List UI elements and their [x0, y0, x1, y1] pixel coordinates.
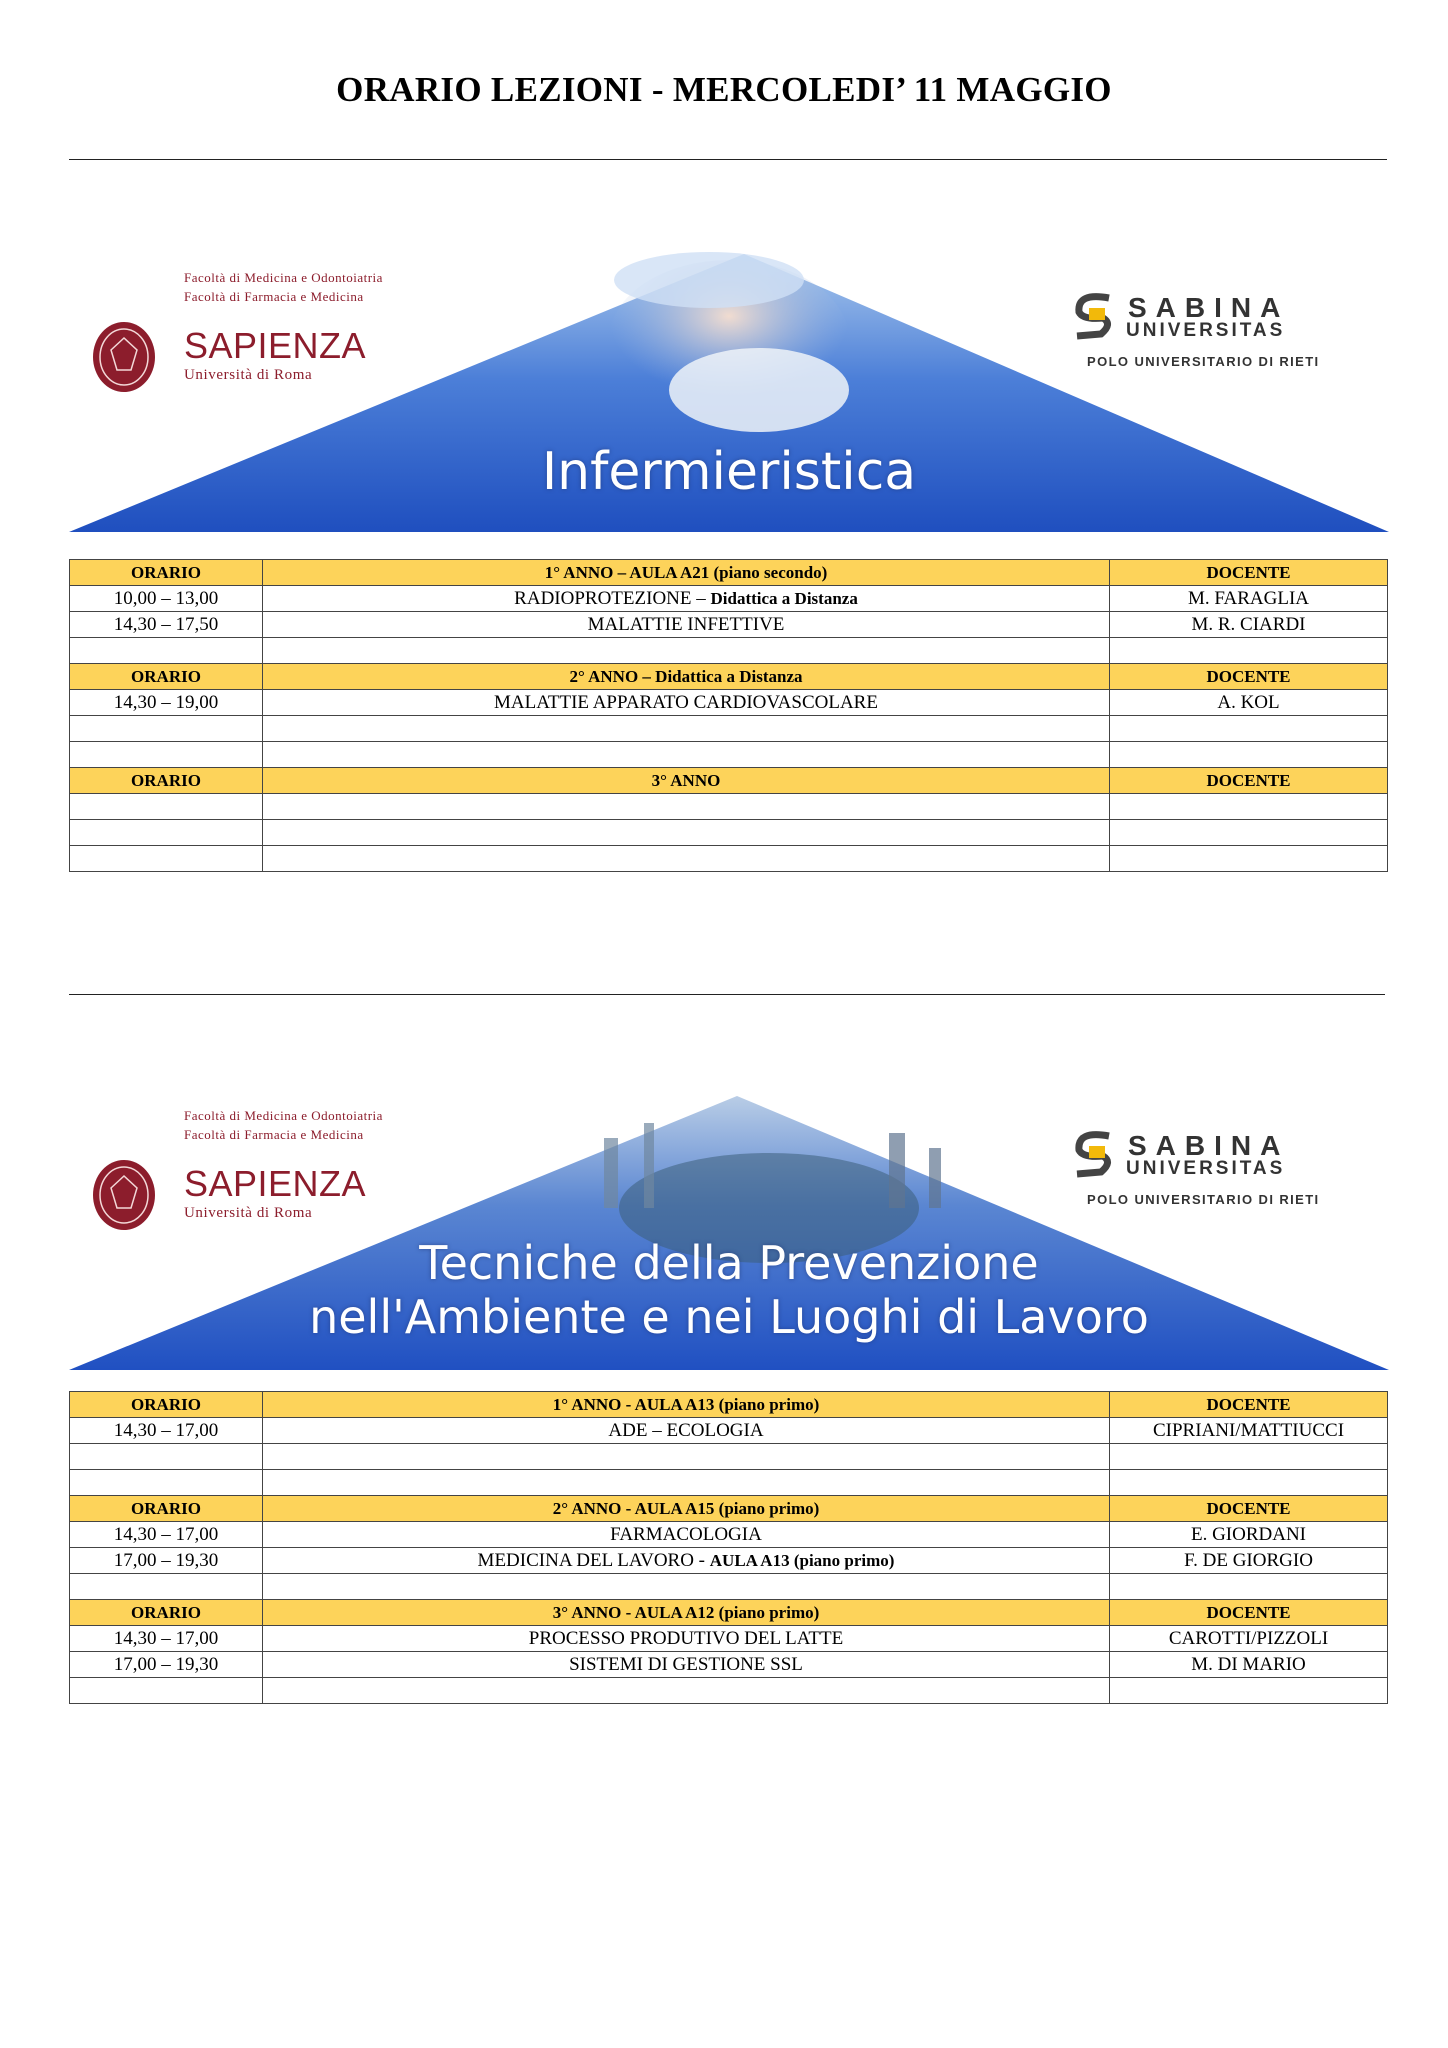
- course-title: [489, 442, 969, 502]
- col-subject-header: 3° ANNO: [263, 768, 1110, 794]
- col-teacher-header: DOCENTE: [1110, 664, 1388, 690]
- table-row: [70, 1678, 1388, 1704]
- section-header: [70, 560, 1388, 586]
- subject-cell: PROCESSO PRODUTIVO DEL LATTE: [263, 1626, 1110, 1652]
- partner-name: SABINA: [1128, 1130, 1290, 1161]
- teacher-cell: [1110, 820, 1388, 846]
- time-cell: 10,00 – 13,00: [70, 586, 263, 612]
- subject-cell: [263, 742, 1110, 768]
- university-name: SAPIENZA: [184, 1163, 367, 1204]
- divider: [69, 994, 1385, 995]
- subject-cell: [263, 1678, 1110, 1704]
- sabina-logo-icon: [1073, 290, 1113, 340]
- teacher-cell: M. FARAGLIA: [1110, 586, 1388, 612]
- time-cell: 14,30 – 17,00: [70, 1522, 263, 1548]
- col-teacher-header: DOCENTE: [1110, 1600, 1388, 1626]
- subject-cell: FARMACOLOGIA: [263, 1522, 1110, 1548]
- faculty-lines: [184, 1106, 383, 1144]
- section-header: [70, 1392, 1388, 1418]
- time-cell: [70, 1678, 263, 1704]
- subject-cell: [263, 638, 1110, 664]
- subject-cell: MALATTIE APPARATO CARDIOVASCOLARE: [263, 690, 1110, 716]
- table-row: [70, 1444, 1388, 1470]
- subject-cell: [263, 1574, 1110, 1600]
- time-cell: [70, 638, 263, 664]
- col-subject-header: 1° ANNO - AULA A13 (piano primo): [263, 1392, 1110, 1418]
- teacher-cell: [1110, 1574, 1388, 1600]
- sapienza-seal-icon: [91, 1158, 157, 1232]
- subject-cell: [263, 612, 1110, 638]
- subject-cell: [263, 1548, 1110, 1574]
- teacher-cell: [1110, 716, 1388, 742]
- time-cell: 17,00 – 19,30: [70, 1548, 263, 1574]
- banner-prevenzione: [69, 1088, 1389, 1373]
- time-cell: 14,30 – 17,00: [70, 1418, 263, 1444]
- faculty-line-1: Facoltà di Medicina e Odontoiatria: [184, 1108, 383, 1123]
- time-cell: [70, 1444, 263, 1470]
- sapienza-seal-icon: [91, 320, 157, 394]
- subject-cell: [263, 1470, 1110, 1496]
- subject-cell: [263, 716, 1110, 742]
- course-title: [269, 1236, 1189, 1344]
- partner-sub: UNIVERSITAS: [1126, 1158, 1286, 1179]
- time-cell: [70, 1470, 263, 1496]
- table-row: [70, 612, 1388, 638]
- time-cell: 14,30 – 17,50: [70, 612, 263, 638]
- col-time-header: ORARIO: [70, 1392, 263, 1418]
- col-teacher-header: DOCENTE: [1110, 1496, 1388, 1522]
- teacher-cell: M. R. CIARDI: [1110, 612, 1388, 638]
- course-line-1: Infermieristica: [541, 442, 917, 502]
- table-row: [70, 690, 1388, 716]
- subject-text: MEDICINA DEL LAVORO -: [477, 1549, 710, 1571]
- col-subject-header: 3° ANNO - AULA A12 (piano primo): [263, 1600, 1110, 1626]
- time-cell: 14,30 – 19,00: [70, 690, 263, 716]
- subject-cell: [263, 794, 1110, 820]
- teacher-cell: [1110, 1678, 1388, 1704]
- subject-cell: SISTEMI DI GESTIONE SSL: [263, 1652, 1110, 1678]
- table-row: [70, 742, 1388, 768]
- col-subject-header: 2° ANNO – Didattica a Distanza: [263, 664, 1110, 690]
- table-row: [70, 820, 1388, 846]
- subject-cell: [263, 820, 1110, 846]
- university-city: Università di Roma: [184, 1205, 313, 1221]
- col-time-header: ORARIO: [70, 664, 263, 690]
- subject-note: AULA A13 (piano primo): [709, 1550, 895, 1570]
- table-row: [70, 1522, 1388, 1548]
- section-header: [70, 1600, 1388, 1626]
- col-teacher-header: DOCENTE: [1110, 768, 1388, 794]
- col-time-header: ORARIO: [70, 1496, 263, 1522]
- teacher-cell: F. DE GIORGIO: [1110, 1548, 1388, 1574]
- course-line-1: Tecniche della Prevenzione: [419, 1236, 1039, 1290]
- subject-note: Didattica a Distanza: [710, 588, 858, 608]
- subject-cell: [263, 1444, 1110, 1470]
- col-teacher-header: DOCENTE: [1110, 1392, 1388, 1418]
- course-line-2: nell'Ambiente e nei Luoghi di Lavoro: [309, 1290, 1149, 1344]
- teacher-cell: CAROTTI/PIZZOLI: [1110, 1626, 1388, 1652]
- subject-cell: ADE – ECOLOGIA: [263, 1418, 1110, 1444]
- time-cell: [70, 1574, 263, 1600]
- table-row: [70, 586, 1388, 612]
- table-row: [70, 794, 1388, 820]
- time-cell: 17,00 – 19,30: [70, 1652, 263, 1678]
- partner-sub: UNIVERSITAS: [1126, 320, 1286, 341]
- schedule-table-prevenzione: [69, 1391, 1388, 1704]
- table-row: [70, 1574, 1388, 1600]
- col-teacher-header: DOCENTE: [1110, 560, 1388, 586]
- faculty-line-1: Facoltà di Medicina e Odontoiatria: [184, 270, 383, 285]
- time-cell: [70, 742, 263, 768]
- table-row: [70, 846, 1388, 872]
- faculty-lines: [184, 268, 383, 306]
- table-row: [70, 1548, 1388, 1574]
- col-time-header: ORARIO: [70, 560, 263, 586]
- teacher-cell: [1110, 846, 1388, 872]
- col-subject-header: 2° ANNO - AULA A15 (piano primo): [263, 1496, 1110, 1522]
- partner-tagline: POLO UNIVERSITARIO DI RIETI: [1087, 1192, 1320, 1207]
- table-row: [70, 716, 1388, 742]
- teacher-cell: [1110, 1470, 1388, 1496]
- sabina-logo-icon: [1073, 1128, 1113, 1178]
- teacher-cell: [1110, 742, 1388, 768]
- teacher-cell: A. KOL: [1110, 690, 1388, 716]
- col-subject-header: 1° ANNO – AULA A21 (piano secondo): [263, 560, 1110, 586]
- time-cell: 14,30 – 17,00: [70, 1626, 263, 1652]
- col-time-header: ORARIO: [70, 1600, 263, 1626]
- faculty-line-2: Facoltà di Farmacia e Medicina: [184, 289, 364, 304]
- teacher-cell: [1110, 1444, 1388, 1470]
- teacher-cell: CIPRIANI/MATTIUCCI: [1110, 1418, 1388, 1444]
- teacher-cell: M. DI MARIO: [1110, 1652, 1388, 1678]
- page-title: ORARIO LEZIONI - MERCOLEDI’ 11 MAGGIO: [336, 70, 1112, 109]
- schedule-table-infermieristica: [69, 559, 1388, 872]
- table-row: [70, 1418, 1388, 1444]
- time-cell: [70, 794, 263, 820]
- section-header: [70, 664, 1388, 690]
- col-time-header: ORARIO: [70, 768, 263, 794]
- teacher-cell: [1110, 638, 1388, 664]
- divider: [69, 159, 1387, 160]
- time-cell: [70, 820, 263, 846]
- table-row: [70, 1626, 1388, 1652]
- partner-tagline: POLO UNIVERSITARIO DI RIETI: [1087, 354, 1320, 369]
- subject-text: MALATTIE INFETTIVE: [587, 613, 785, 635]
- section-header: [70, 768, 1388, 794]
- subject-cell: [263, 586, 1110, 612]
- time-cell: [70, 716, 263, 742]
- university-name: SAPIENZA: [184, 325, 367, 366]
- banner-infermieristica: [69, 250, 1389, 535]
- teacher-cell: E. GIORDANI: [1110, 1522, 1388, 1548]
- teacher-cell: [1110, 794, 1388, 820]
- time-cell: [70, 846, 263, 872]
- partner-name: SABINA: [1128, 292, 1290, 323]
- table-row: [70, 638, 1388, 664]
- section-header: [70, 1496, 1388, 1522]
- table-row: [70, 1652, 1388, 1678]
- subject-text: RADIOPROTEZIONE –: [514, 587, 711, 609]
- faculty-line-2: Facoltà di Farmacia e Medicina: [184, 1127, 364, 1142]
- university-city: Università di Roma: [184, 367, 313, 383]
- table-row: [70, 1470, 1388, 1496]
- subject-cell: [263, 846, 1110, 872]
